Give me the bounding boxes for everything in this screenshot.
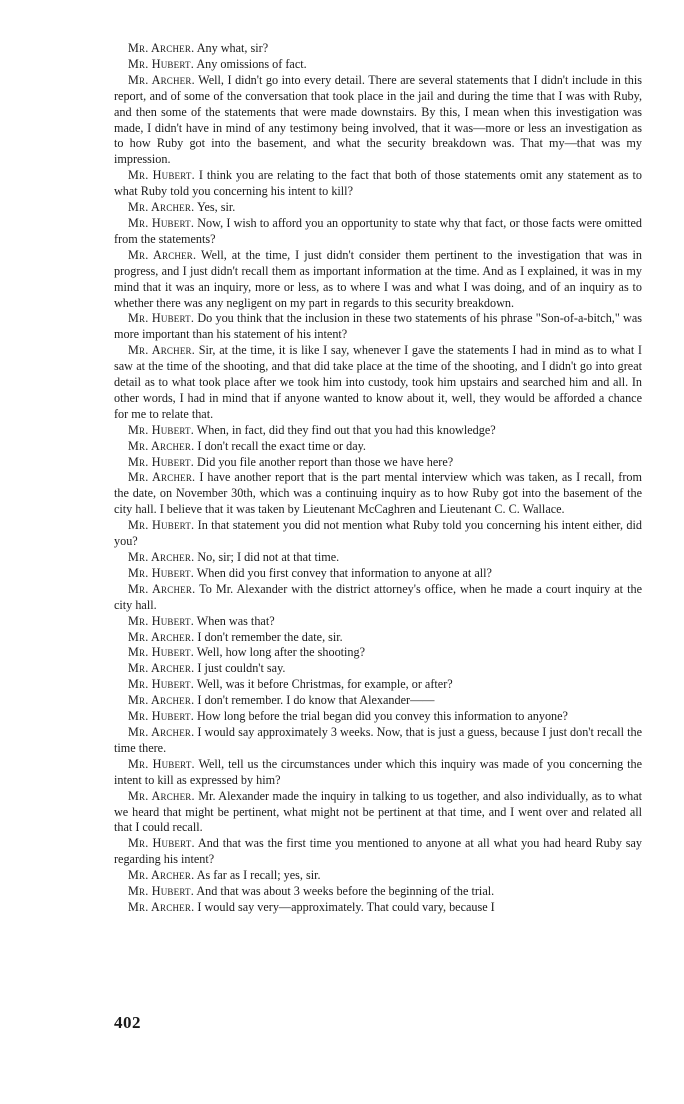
speech-text: Well, tell us the circumstances under which this inquiry was made of you concerning the intent to kill as expressed by him? — [114, 756, 642, 787]
testimony-paragraph — [114, 868, 642, 884]
speech-text: Now, I wish to afford you an opportunity to state why that fact, or those facts were omitted from the statements? — [114, 215, 642, 246]
testimony-paragraph — [114, 57, 642, 73]
testimony-paragraph — [114, 645, 642, 661]
speaker-name: Mr. Hubert. — [128, 677, 194, 692]
testimony-paragraph — [114, 677, 642, 693]
speaker-name: Mr. Archer. — [128, 629, 195, 644]
speech-text: No, sir; I did not at that time. — [197, 550, 340, 564]
speaker-name: Mr. Archer. — [128, 788, 195, 803]
testimony-paragraph — [114, 216, 642, 248]
speech-text: I think you are relating to the fact that both of those statements omit any statement as to what Ruby told you concerning his intent to kill? — [114, 168, 643, 199]
testimony-paragraph — [114, 582, 642, 614]
speech-text: I have another report that is the part mental interview which was taken, as I recall, from the date, on November 30th, which was a continuing inquiry as to how Ruby got into the basement of the city hall. I believe that it was taken by Lieutenant McCaghren and Lieutenant C. C. Wallace. — [114, 470, 642, 517]
speech-text: Any omissions of fact. — [196, 56, 307, 71]
testimony-paragraph — [114, 311, 642, 343]
testimony-paragraph — [114, 343, 642, 423]
speech-text: Any what, sir? — [196, 41, 269, 55]
speaker-name: Mr. Archer. — [128, 72, 195, 87]
speech-text: How long before the trial began did you convey this information to anyone? — [197, 709, 568, 724]
testimony-paragraph — [114, 709, 642, 725]
speaker-name: Mr. Hubert. — [128, 422, 194, 437]
testimony-paragraph — [114, 725, 642, 757]
speaker-name: Mr. Archer. — [128, 200, 195, 215]
testimony-paragraph — [114, 248, 642, 312]
speech-text: As far as I recall; yes, sir. — [196, 868, 321, 883]
speech-text: Well, at the time, I just didn't consider them pertinent to the investigation that was in progress, and I just didn't recall them as important information at the time. And as I explained, it was in my mind that it was an inquiry, more or less, as to where I was and what I was doing, and of an inquiry as to whether there was any negligent on my part in regards to this security breakdown. — [114, 247, 642, 310]
speaker-name: Mr. Hubert. — [128, 884, 194, 899]
speaker-name: Mr. Archer. — [128, 438, 195, 453]
speaker-name: Mr. Hubert. — [128, 454, 194, 469]
testimony-paragraph — [114, 41, 642, 57]
speech-text: In that statement you did not mention what Ruby told you concerning his intent either, did you? — [114, 518, 642, 549]
speaker-name: Mr. Archer. — [128, 661, 195, 676]
testimony-paragraph — [114, 423, 642, 439]
speech-text: When, in fact, did they find out that you had this knowledge? — [196, 422, 496, 437]
testimony-paragraph — [114, 757, 642, 789]
speech-text: I would say very—approximately. That could vary, because I — [197, 899, 495, 914]
testimony-paragraph — [114, 900, 642, 916]
speech-text: Well, how long after the shooting? — [196, 645, 366, 660]
speaker-name: Mr. Hubert. — [128, 613, 194, 628]
speaker-name: Mr. Archer. — [128, 550, 195, 564]
transcript-body — [114, 41, 642, 916]
speech-text: Well, was it before Christmas, for example, or after? — [196, 677, 453, 692]
speaker-name: Mr. Hubert. — [128, 565, 194, 580]
speaker-name: Mr. Archer. — [128, 693, 195, 708]
speaker-name: Mr. Archer. — [128, 581, 196, 596]
speaker-name: Mr. Hubert. — [128, 756, 195, 771]
speaker-name: Mr. Hubert. — [128, 518, 195, 533]
speech-text: Yes, sir. — [196, 200, 236, 215]
speech-text: I don't recall the exact time or day. — [197, 438, 366, 453]
speech-text: To Mr. Alexander with the district attorney's office, when he made a court inquiry at the city hall. — [114, 581, 642, 612]
speaker-name: Mr. Archer. — [128, 868, 195, 883]
testimony-paragraph — [114, 693, 642, 709]
speaker-name: Mr. Archer. — [128, 247, 197, 262]
speech-text: When did you first convey that information to anyone at all? — [196, 565, 492, 580]
speaker-name: Mr. Hubert. — [128, 168, 195, 183]
testimony-paragraph — [114, 566, 642, 582]
speech-text: I just couldn't say. — [197, 661, 286, 676]
testimony-paragraph — [114, 168, 642, 200]
speaker-name: Mr. Hubert. — [128, 311, 195, 326]
speech-text: Mr. Alexander made the inquiry in talking to us together, and also individually, as to what we heard that might be pertinent, what might not be pertinent at that time, and I went over and related all that I could recall. — [114, 788, 643, 835]
testimony-paragraph — [114, 614, 642, 630]
speech-text: Did you file another report than those we have here? — [197, 454, 454, 469]
page-number: 402 — [114, 1013, 141, 1032]
speech-text: Do you think that the inclusion in these two statements of his phrase "Son-of-a-bitch," was more important than his statement of his intent? — [114, 311, 642, 342]
speech-text: I don't remember the date, sir. — [197, 629, 343, 644]
speech-text: Well, I didn't go into every detail. There are several statements that I didn't include in this report, and of some of the conversation that took place in the jail and during the time that I was with Ruby, and then some of the statements that were made downstairs. By this, I mean when this investigation was made, I didn't have in mind of any testimony being involved, that it was—more or less an investigation as to how Ruby got into the basement, and what the security breakdown was. That my—that was my impression. — [114, 72, 642, 167]
testimony-paragraph — [114, 630, 642, 646]
testimony-paragraph — [114, 470, 642, 518]
speaker-name: Mr. Archer. — [128, 470, 196, 485]
speech-text: And that was the first time you mentioned to anyone at all what you had heard Ruby say regarding his intent? — [114, 836, 642, 867]
speech-text: Sir, at the time, it is like I say, whenever I gave the statements I had in mind as to what I saw at the time of the shooting, and that did take place at the time of the shooting, and I didn't go into great detail as to what took place after we took him into custody, took him upstairs and searched him and all. In other words, I had in mind that if anyone wanted to know about it, well, they would be afforded a chance for me to relate that. — [114, 343, 642, 421]
speech-text: And that was about 3 weeks before the beginning of the trial. — [196, 884, 495, 899]
testimony-paragraph — [114, 439, 642, 455]
speaker-name: Mr. Hubert. — [128, 645, 194, 660]
testimony-paragraph — [114, 789, 642, 837]
speaker-name: Mr. Hubert. — [128, 215, 195, 230]
testimony-paragraph — [114, 550, 642, 566]
testimony-paragraph — [114, 200, 642, 216]
speaker-name: Mr. Archer. — [128, 724, 195, 739]
speech-text: I would say approximately 3 weeks. Now, that is just a guess, because I just don't recall the time there. — [114, 724, 642, 755]
testimony-paragraph — [114, 884, 642, 900]
speaker-name: Mr. Archer. — [128, 899, 195, 914]
speaker-name: Mr. Hubert. — [128, 836, 195, 851]
speech-text: When was that? — [196, 613, 275, 628]
speaker-name: Mr. Hubert. — [128, 709, 194, 724]
speaker-name: Mr. Archer. — [128, 41, 195, 55]
speaker-name: Mr. Archer. — [128, 343, 195, 358]
speech-text: I don't remember. I do know that Alexander—— — [197, 693, 435, 708]
speaker-name: Mr. Hubert. — [128, 56, 194, 71]
testimony-paragraph — [114, 455, 642, 471]
testimony-paragraph — [114, 836, 642, 868]
testimony-paragraph — [114, 518, 642, 550]
testimony-paragraph — [114, 73, 642, 168]
testimony-paragraph — [114, 661, 642, 677]
